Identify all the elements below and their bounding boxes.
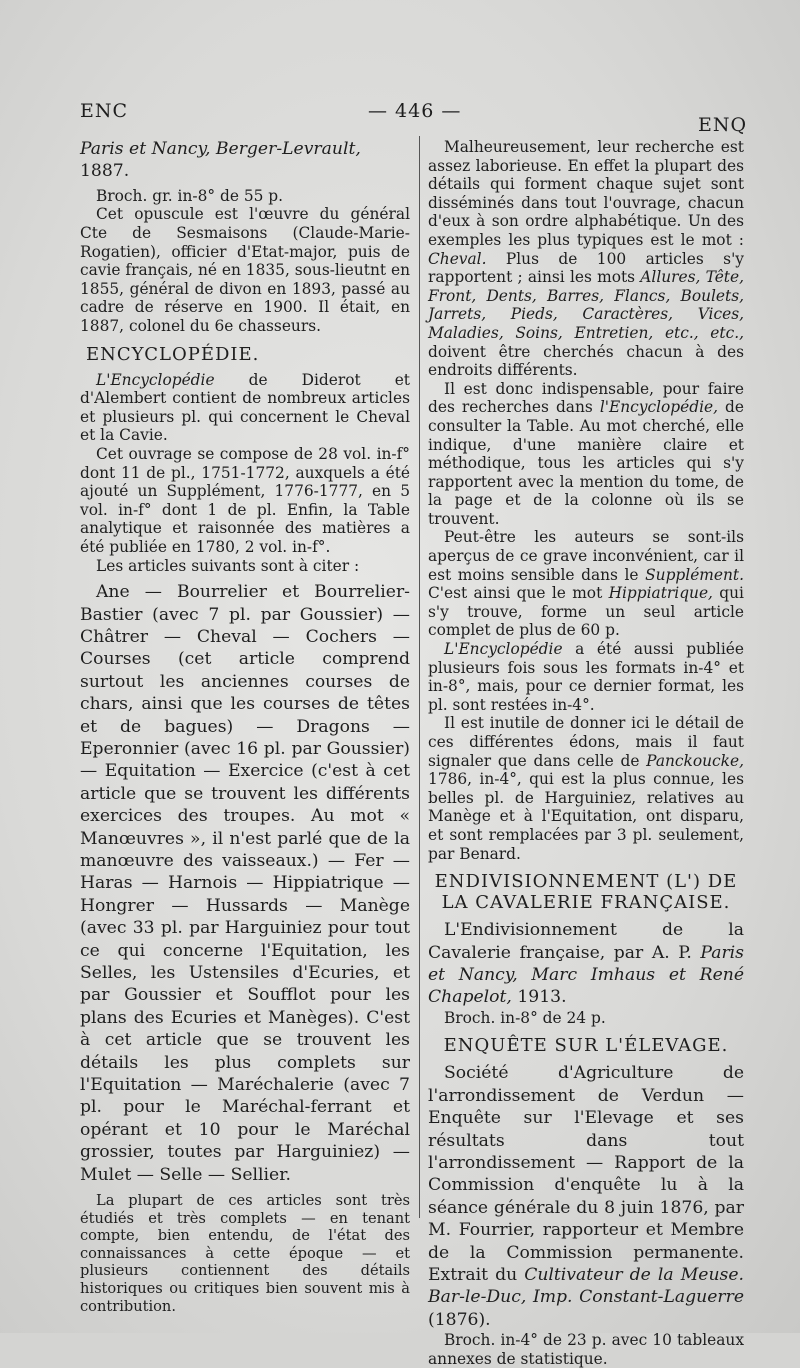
rp1-words: Allures, Tête, Front, Dents, Barres, Flancs, Boulets, Jarrets, Pieds, Caractères, Vices, Maladies, Soins, Entretien, etc., etc., [428,268,744,342]
endivisionnement-text [428,919,744,1009]
entry-imprint [80,138,410,183]
entry-heading-encyclopedie: ENCYCLOPÉDIE. [86,343,260,365]
rp3-text-a: Peut-être les auteurs se sont-ils aperçus de ce grave inconvénient, car il est moins sensible dans le [428,528,744,584]
left-column [80,138,410,1315]
rp4-text: a été aussi publiée plusieurs fois sous les formats in-4° et in-8°, mais, pour ce dernier format, les pl. sont restées in-4°. [428,640,744,714]
rp3-hippiatrique: Hippiatrique, [608,584,713,603]
rp1-text-a: Malheureusement, leur recherche est assez laborieuse. En effet la plupart des détails qui forment chaque sujet sont disséminés dans tout l'ouvrage, chacun d'eux à son ordre alphabétique. Un des exemples les plus typiques est le mot : [428,138,744,249]
right-column [428,138,744,1368]
running-header-right: ENQ [698,114,748,136]
encyclopedie-article-list: Ane — Bourrelier et Bourrelier-Bastier (avec 7 pl. par Goussier) — Châtrer — Cheval — Cochers — Courses (cet article comprend surtout les anciennes courses de chars, ainsi que les courses de têtes et de bagues) — Dragons — Eperonnier (avec 16 pl. par Goussier) — Equitation — Exercice (c'est à cet article que se trouvent les différents exercices des troupes. Au mot « Manœuvres », il n'est parlé que de la manœuvre des vaisseaux.) — Fer — Haras — Harnois — Hippiatrique — Hongrer — Hussards — Manège (avec 33 pl. par Harguiniez pour tout ce qui concerne l'Equitation, les Selles, les Ustensiles d'Ecuries, et par Goussier et Soufflot pour les plans des Ecuries et Manèges). C'est à cet article que se trouvent les détails les plus complets sur l'Equitation — Maréchalerie (avec 7 pl. pour le Maréchal-ferrant et opérant et 10 pour le Maréchal grossier, toutes par Harguiniez) — Mulet — Selle — Sellier. [80,582,410,1185]
rp5-panckoucke: Panckoucke, [646,751,744,770]
rp2-text-b: de consulter la Table. Au mot cherché, elle indique, d'une manière claire et méthodique, tous les articles qui s'y rapportent avec la mention du tome, de la page et de la colonne où ils se trouvent. [428,398,745,528]
endiv-year: 1913. [511,987,567,1008]
endiv-imprint: Paris et Nancy, Marc Imhaus et René Chapelot, [428,942,744,1008]
brochure-line: Broch. gr. in-8° de 55 p. [96,186,284,205]
imprint-year: 1887. [80,161,130,182]
right-paragraph-5 [428,714,744,863]
rp3-text-b: C'est ainsi que le mot [428,584,609,603]
enquete-imprint: Cultivateur de la Meuse. Bar-le-Duc, Imp. Constant-Laguerre [428,1265,744,1308]
endivisionnement-brochure: Broch. in-8° de 24 p. [444,1008,606,1027]
rp3-text-c: qui s'y trouve, forme un seul article complet de plus de 60 p. [428,584,744,640]
rp1-text-b: Plus de 100 articles s'y rapportent ; ainsi les mots [428,249,744,287]
rp4-italic: L'Encyclopédie [444,640,563,659]
column-divider [419,136,420,1218]
encyclopedie-paragraph-2: Cet ouvrage se compose de 28 vol. in-f° dont 11 de pl., 1751-1772, auxquels a été ajouté un Supplément, 1776-1777, en 5 vol. in-f° dont 1 de pl. Enfin, la Table analytique et raisonnée des matières a été publiée en 1780, 2 vol. in-f°. [80,444,410,556]
right-paragraph-3 [428,528,744,640]
enquete-text-a: Société d'Agriculture de l'arrondissement de Verdun — Enquête sur l'Elevage et ses résultats dans tout l'arrondissement — Rapport de la Commission d'enquête lu à la séance générale du 8 juin 1876, par M. Fourrier, rapporteur et Membre de la Commission permanente. Extrait du [428,1063,744,1286]
enquete-brochure: Broch. in-4° de 23 p. avec 10 tableaux annexes de statistique. [428,1331,744,1368]
enquete-text [428,1062,744,1331]
encyclopedie-paragraph-3: Les articles suivants sont à citer : [96,556,360,575]
rp5-text-b: 1786, in-4°, qui est la plus connue, les belles pl. de Harguiniez, relatives au Manège et à l'Equitation, ont disparu, et sont remplacées par 3 pl. seulement, par Benard. [428,770,744,863]
encyclopedie-title: L'Encyclopédie [96,370,215,389]
rp3-supplement: Supplément. [645,565,744,584]
entry-heading-endivisionnement: ENDIVISIONNEMENT (L') DE LA CAVALERIE FRANÇAISE. [434,871,738,914]
running-header-left: ENC [80,100,129,122]
enquete-year: (1876). [428,1309,491,1330]
rp2-italic: l'Encyclopédie, [599,398,718,417]
encyclopedie-paragraph-1 [80,371,410,445]
endiv-text-a: L'Endivisionnement de la Cavalerie française, par A. P. [428,920,744,963]
encyclopedie-paragraph-4: La plupart de ces articles sont très étudiés et très complets — en tenant compte, bien entendu, de l'état des connaissances à cette époque — et plusieurs contiennent des détails historiques ou critiques bien souvent mis à contribution. [80,1192,410,1315]
right-paragraph-2 [428,380,744,529]
entry-text: Cet opuscule est l'œuvre du général Cte de Sesmaisons (Claude-Marie-Rogatien), officier d'Etat-major, puis de cavie français, né en 1835, sous-lieutnt en 1855, général de divon en 1893, passé au cadre de réserve en 1900. Il était, en 1887, colonel du 6e chasseurs. [80,205,410,335]
imprint-italic: Paris et Nancy, Berger-Levrault, [80,139,361,159]
rp1-cheval: Cheval. [428,249,487,268]
entry-heading-enquete: ENQUÊTE SUR L'ÉLEVAGE. [443,1035,729,1057]
page-number: — 446 — [368,100,462,122]
rp2-text-a: Il est donc indispensable, pour faire des recherches dans [428,379,744,417]
rp1-text-c: doivent être cherchés chacun à des endroits différents. [428,342,744,380]
right-paragraph-4 [428,640,744,714]
right-paragraph-1 [428,138,744,380]
rp5-text-a: Il est inutile de donner ici le détail de ces différentes édons, mais il faut signaler que dans celle de [428,714,744,770]
encyclopedie-p1-text: de Diderot et d'Alembert contient de nombreux articles et plusieurs pl. qui concernent le Cheval et la Cavie. [80,370,410,445]
